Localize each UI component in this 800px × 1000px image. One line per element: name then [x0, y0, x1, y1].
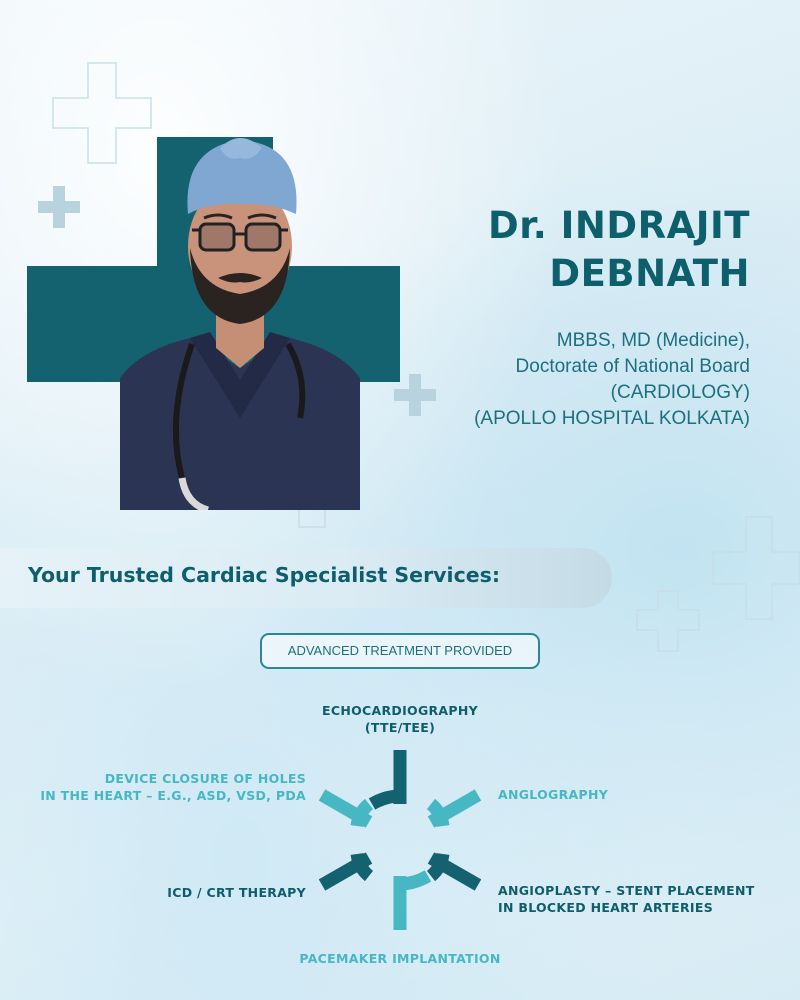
- doctor-photo: [120, 118, 360, 510]
- service-device-closure: [10, 770, 306, 804]
- service-echocardiography: [310, 702, 490, 736]
- doctor-name: [390, 202, 750, 298]
- doctor-credentials: [370, 328, 750, 432]
- doctor-name-line2: DEBNATH: [549, 252, 750, 295]
- service-icd-crt: [100, 884, 306, 901]
- service-anglography: [498, 786, 608, 803]
- decorative-cross-small-left: [38, 186, 80, 232]
- service-label: (TTE/TEE): [364, 720, 436, 735]
- credential-line: MBBS, MD (Medicine),: [556, 330, 750, 351]
- service-pacemaker: [250, 950, 550, 967]
- service-label: ECHOCARDIOGRAPHY: [322, 703, 478, 718]
- service-label: IN BLOCKED HEART ARTERIES: [498, 900, 714, 915]
- decorative-cross-outline-small: [636, 590, 700, 652]
- credential-line: Doctorate of National Board: [515, 356, 750, 377]
- service-label: ANGIOPLASTY – STENT PLACEMENT: [498, 883, 755, 898]
- service-label: DEVICE CLOSURE OF HOLES: [104, 771, 306, 786]
- services-heading: Your Trusted Cardiac Specialist Services:: [28, 563, 501, 587]
- doctor-name-line1: Dr. INDRAJIT: [488, 204, 750, 247]
- advanced-treatment-badge: ADVANCED TREATMENT PROVIDED: [260, 633, 540, 669]
- service-label: IN THE HEART – E.G., ASD, VSD, PDA: [40, 788, 306, 803]
- service-angioplasty: [498, 882, 755, 916]
- credential-line: (CARDIOLOGY): [610, 382, 750, 403]
- service-label: ICD / CRT THERAPY: [167, 885, 306, 900]
- service-label: PACEMAKER IMPLANTATION: [299, 951, 501, 966]
- credential-line: (APOLLO HOSPITAL KOLKATA): [474, 408, 750, 429]
- services-wheel-icon: [300, 740, 500, 940]
- service-label: ANGLOGRAPHY: [498, 787, 609, 802]
- decorative-cross-outline-right: [712, 516, 800, 620]
